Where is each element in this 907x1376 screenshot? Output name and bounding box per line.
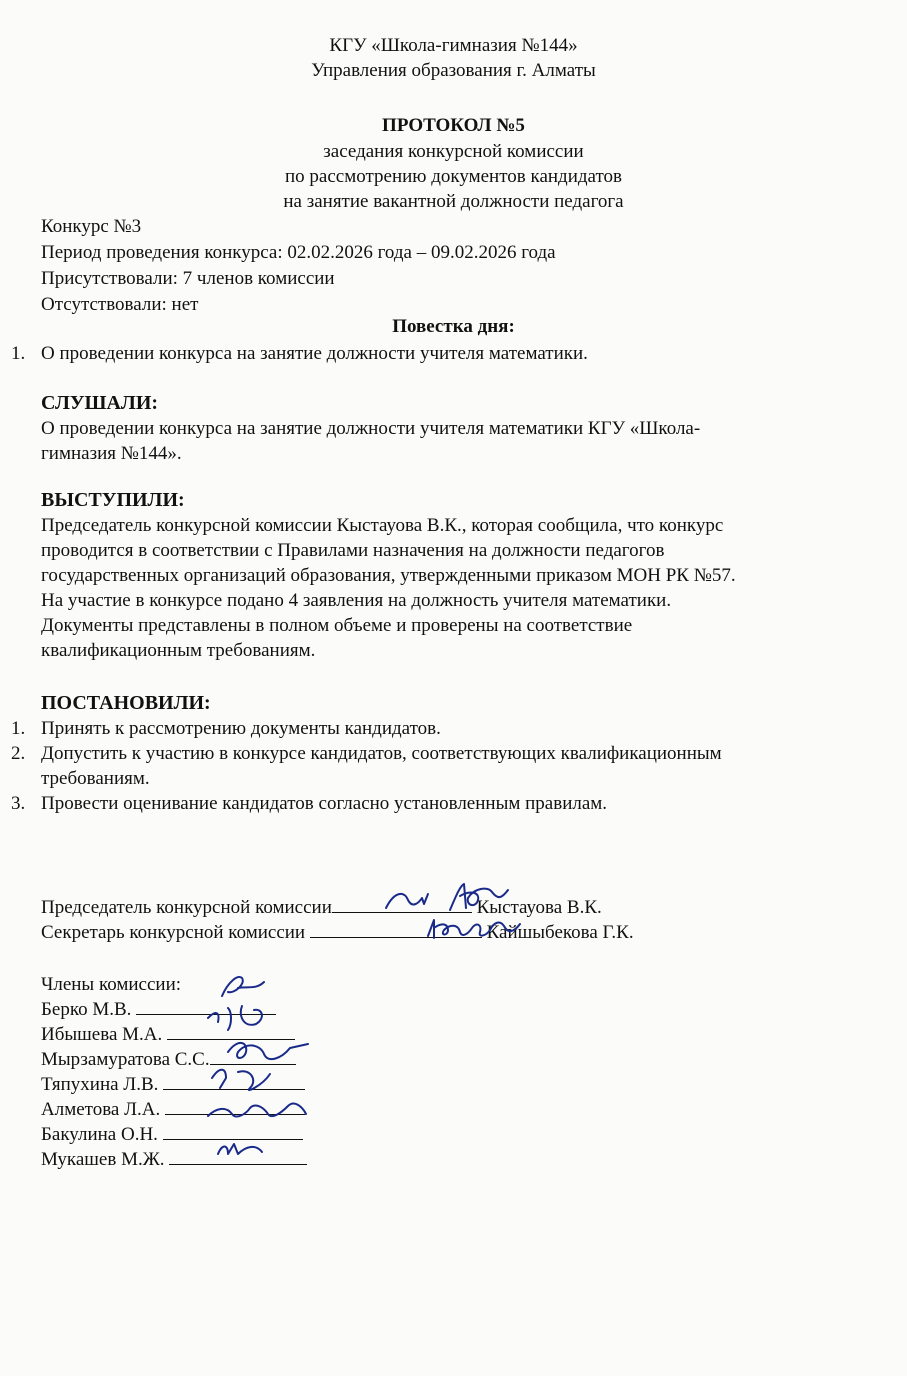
resolved-item-number: 3. (11, 793, 26, 814)
attendance-absent: Отсутствовали: нет (41, 294, 199, 315)
spoke-line: государственных организаций образования, утвержденными приказом МОН РК №57. (41, 565, 736, 586)
resolved-list (8, 716, 888, 816)
resolved-item-number: 1. (11, 718, 26, 739)
document-title: ПРОТОКОЛ №5 (382, 115, 525, 136)
member-name: Тяпухина Л.В. (41, 1074, 159, 1095)
attendance-present: Присутствовали: 7 членов комиссии (41, 268, 335, 289)
heard-section (41, 390, 886, 466)
meeting-meta (41, 214, 881, 318)
secretary-signature-line (310, 921, 482, 938)
member-row (41, 1097, 461, 1122)
spoke-line: Документы представлены в полном объеме и проверены на соответствие (41, 615, 633, 636)
member-row (41, 1022, 461, 1047)
spoke-line: проводится в соответствии с Правилами назначения на должности педагогов (41, 540, 665, 561)
heard-heading: СЛУШАЛИ: (41, 392, 159, 414)
heard-line: О проведении конкурса на занятие должности учителя математики КГУ «Школа- (41, 418, 701, 439)
secretary-name: Кайшыбекова Г.К. (486, 922, 634, 943)
title-line-2: по рассмотрению документов кандидатов (284, 166, 623, 187)
spoke-line: На участие в конкурсе подано 4 заявления на должность учителя математики. (41, 590, 672, 611)
spoke-line: квалификационным требованиям. (41, 640, 316, 661)
chair-label: Председатель конкурсной комиссии (41, 897, 332, 918)
resolved-heading-wrap (41, 690, 886, 716)
resolved-item-text: Провести оценивание кандидатов согласно установленным правилам. (41, 793, 608, 814)
title-line-3: на занятие вакантной должности педагога (283, 191, 624, 212)
department-name: Управления образования г. Алматы (311, 60, 596, 81)
commission-members (41, 972, 461, 1172)
member-signature-line (163, 1123, 303, 1140)
chair-signature-row (41, 896, 841, 920)
member-name: Ибышева М.А. (41, 1024, 163, 1045)
resolved-item-number: 2. (11, 743, 26, 764)
title-line-1: заседания конкурсной комиссии (323, 141, 584, 162)
heard-line: гимназия №144». (41, 443, 182, 464)
resolved-item (8, 716, 888, 741)
member-name: Алметова Л.А. (41, 1099, 161, 1120)
secretary-label: Секретарь конкурсной комиссии (41, 922, 306, 943)
resolved-item (8, 791, 888, 816)
member-name: Мырзамуратова С.С. (41, 1049, 210, 1070)
member-signature-line (169, 1148, 307, 1165)
members-heading: Члены комиссии: (41, 974, 182, 995)
agenda-item (8, 341, 888, 366)
resolved-item-text: требованиям. (41, 768, 150, 789)
chair-signature-line (332, 896, 472, 913)
member-signature-line (163, 1073, 305, 1090)
spoke-line: Председатель конкурсной комиссии Кыстауова В.К., которая сообщила, что конкурс (41, 515, 724, 536)
member-row (41, 1047, 461, 1072)
member-name: Берко М.В. (41, 999, 132, 1020)
member-name: Бакулина О.Н. (41, 1124, 158, 1145)
member-row (41, 1072, 461, 1097)
agenda-item-number: 1. (11, 343, 26, 364)
contest-number: Конкурс №3 (41, 216, 142, 237)
member-row (41, 1122, 461, 1147)
org-name: КГУ «Школа-гимназия №144» (329, 35, 578, 56)
contest-period: Период проведения конкурса: 02.02.2026 года – 09.02.2026 года (41, 242, 556, 263)
resolved-heading: ПОСТАНОВИЛИ: (41, 692, 211, 714)
member-name: Мукашев М.Ж. (41, 1149, 165, 1170)
member-signature-line (136, 998, 276, 1015)
agenda-item-text: О проведении конкурса на занятие должности учителя математики. (41, 343, 588, 364)
chair-name: Кыстауова В.К. (476, 897, 602, 918)
spoke-section (41, 487, 886, 663)
document-title-block (0, 113, 907, 214)
member-row (41, 997, 461, 1022)
member-signature-line (165, 1098, 305, 1115)
member-row (41, 1147, 461, 1172)
member-signature-line (167, 1023, 295, 1040)
resolved-item-text: Принять к рассмотрению документы кандидатов. (41, 718, 441, 739)
resolved-item-text: Допустить к участию в конкурсе кандидатов, соответствующих квалификационным (41, 743, 722, 764)
spoke-heading: ВЫСТУПИЛИ: (41, 489, 185, 511)
resolved-item (8, 741, 888, 791)
member-signature-line (210, 1048, 296, 1065)
secretary-signature-row (41, 921, 841, 945)
agenda-heading: Повестка дня: (392, 316, 515, 337)
agenda-list (8, 341, 888, 366)
document-header (0, 33, 907, 83)
